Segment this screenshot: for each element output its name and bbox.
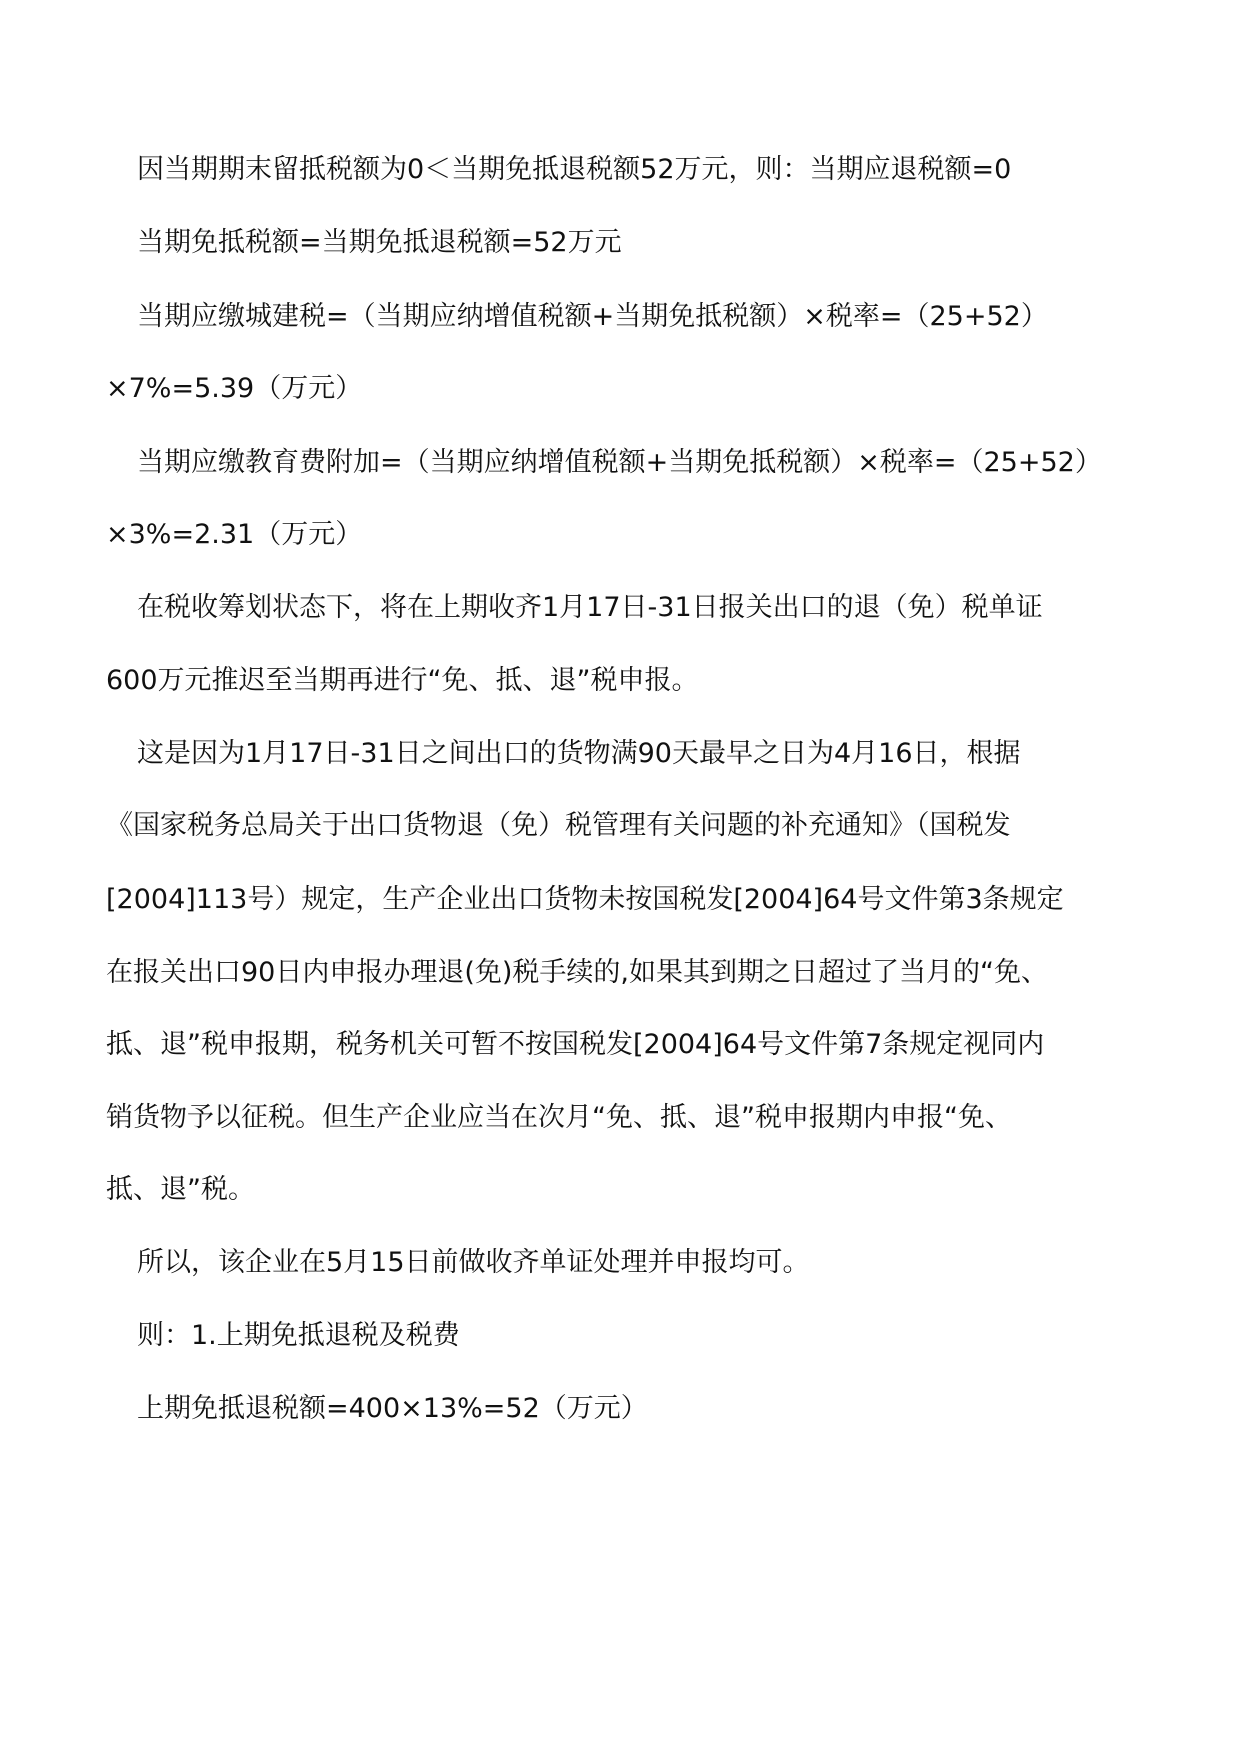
text-line-16: 所以，该企业在5月15日前做收齐单证处理并申报均可。	[137, 1247, 810, 1278]
text-line-3: 当期应缴城建税=（当期应纳增值税额+当期免抵税额）×税率=（25+52）	[137, 301, 1048, 332]
text-line-17: 则：1.上期免抵退税及税费	[137, 1320, 460, 1351]
text-line-6: ×3%=2.31（万元）	[106, 519, 363, 550]
text-line-8: 600万元推迟至当期再进行“免、抵、退”税申报。	[106, 665, 699, 696]
text-line-1: 因当期期末留抵税额为0＜当期免抵退税额52万元，则：当期应退税额=0	[137, 154, 1012, 185]
text-line-14: 销货物予以征税。但生产企业应当在次月“免、抵、退”税申报期内申报“免、	[106, 1102, 1012, 1133]
text-line-13: 抵、退”税申报期，税务机关可暂不按国税发[2004]64号文件第7条规定视同内	[106, 1029, 1045, 1060]
text-line-18: 上期免抵退税额=400×13%=52（万元）	[137, 1393, 648, 1424]
text-line-12: 在报关出口90日内申报办理退(免)税手续的,如果其到期之日超过了当月的“免、	[106, 957, 1048, 988]
text-line-5: 当期应缴教育费附加=（当期应纳增值税额+当期免抵税额）×税率=（25+52）	[137, 447, 1102, 478]
text-line-15: 抵、退”税。	[106, 1174, 255, 1205]
text-line-4: ×7%=5.39（万元）	[106, 373, 363, 404]
text-line-10: 《国家税务总局关于出口货物退（免）税管理有关问题的补充通知》（国税发	[106, 810, 1011, 841]
text-line-7: 在税收筹划状态下，将在上期收齐1月17日-31日报关出口的退（免）税单证	[137, 592, 1043, 623]
text-line-11: [2004]113号）规定，生产企业出口货物未按国税发[2004]64号文件第3条规定	[106, 884, 1064, 915]
text-line-9: 这是因为1月17日-31日之间出口的货物满90天最早之日为4月16日，根据	[137, 738, 1021, 769]
text-line-2: 当期免抵税额=当期免抵退税额=52万元	[137, 227, 622, 258]
